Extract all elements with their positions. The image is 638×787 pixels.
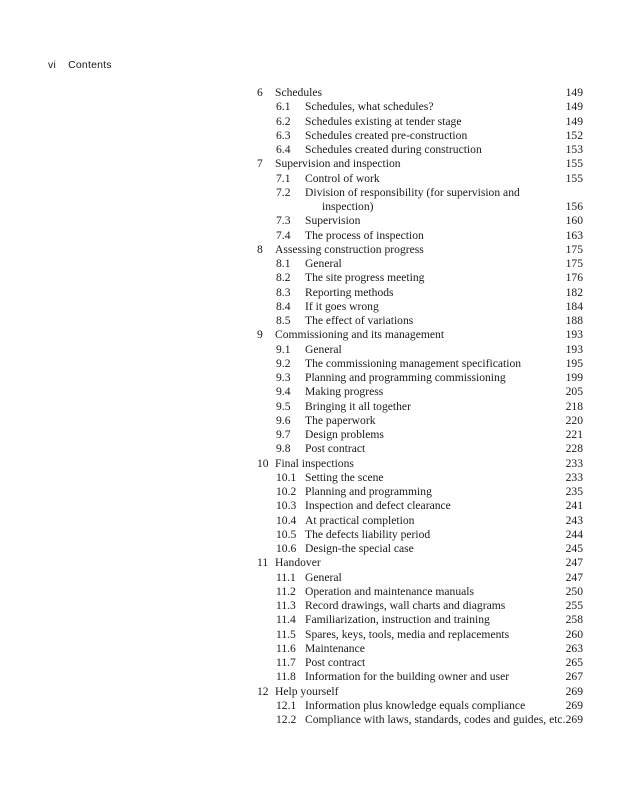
page-ref: 245 — [565, 542, 583, 555]
page-ref: 235 — [565, 485, 583, 498]
page-ref: 263 — [565, 641, 583, 655]
toc-section — [257, 613, 583, 627]
entry-title-text: Schedules — [275, 86, 323, 99]
chapter-title — [275, 556, 321, 570]
toc-chapter — [257, 556, 583, 570]
toc-chapter — [257, 328, 583, 342]
section-number: 11.8 — [276, 670, 296, 684]
entry-title-text: Schedules existing at tender stage — [305, 114, 462, 128]
section-number: 12.1 — [276, 698, 297, 712]
toc-section — [257, 514, 583, 528]
section-title — [305, 172, 380, 186]
toc-section — [257, 371, 583, 385]
page-ref: 258 — [565, 613, 583, 627]
page-ref: 156 — [565, 200, 583, 213]
section-title — [305, 300, 379, 314]
page-ref: 155 — [565, 157, 583, 171]
page-ref: 193 — [565, 328, 583, 342]
section-number: 7.4 — [276, 228, 291, 242]
entry-title-text: Setting the scene — [305, 470, 384, 484]
entry-title-text: Spares, keys, tools, media and replacements — [305, 627, 510, 641]
section-number: 9.2 — [276, 356, 291, 370]
section-number: 9.1 — [276, 342, 291, 356]
page-ref: 149 — [565, 86, 583, 99]
toc-section — [257, 186, 583, 215]
toc-section — [257, 385, 583, 399]
section-number: 8.3 — [276, 285, 291, 299]
section-title — [305, 442, 365, 456]
entry-title-text: Planning and programming — [305, 485, 432, 498]
page-ref: 243 — [565, 513, 583, 527]
section-title — [305, 514, 414, 528]
entry-title-text: The commissioning management specification — [305, 356, 522, 370]
section-title — [305, 528, 430, 542]
toc-section — [257, 499, 583, 513]
page-ref: 175 — [565, 257, 583, 270]
section-number: 10.5 — [276, 527, 297, 541]
section-title — [305, 343, 342, 357]
toc-chapter — [257, 243, 583, 257]
section-title — [305, 357, 521, 371]
toc-section — [257, 585, 583, 599]
chapter-number: 7 — [257, 157, 263, 171]
section-number: 11.2 — [276, 584, 296, 598]
toc-section — [257, 300, 583, 314]
page-ref: 269 — [565, 713, 583, 726]
page-ref: 247 — [565, 556, 583, 570]
section-title — [305, 499, 451, 513]
chapter-number: 6 — [257, 86, 263, 99]
section-number: 9.3 — [276, 371, 291, 384]
section-title — [305, 229, 424, 243]
section-title — [305, 628, 509, 642]
section-number: 9.8 — [276, 442, 291, 456]
section-title — [305, 670, 509, 684]
toc-section — [257, 642, 583, 656]
section-number: 8.2 — [276, 271, 291, 285]
section-number: 9.6 — [276, 413, 291, 427]
section-number: 10.4 — [276, 513, 297, 527]
page-ref: 193 — [565, 342, 583, 356]
toc-section — [257, 414, 583, 428]
page-ref: 220 — [565, 413, 583, 427]
table-of-contents — [257, 86, 583, 727]
entry-title-text: Schedules created during construction — [305, 143, 482, 156]
section-title — [305, 713, 565, 727]
entry-title-text: General — [305, 342, 342, 356]
entry-title-text: Operation and maintenance manuals — [305, 584, 475, 598]
running-head-title: Contents — [68, 59, 112, 71]
entry-title-text: Compliance with laws, standards, codes and guides, etc. — [305, 713, 566, 726]
chapter-title — [275, 243, 424, 257]
toc-section — [257, 115, 583, 129]
page-ref: 182 — [565, 285, 583, 299]
toc-section — [257, 656, 583, 670]
page-ref: 228 — [565, 442, 583, 456]
section-title — [305, 428, 384, 442]
entry-title-text: Division of responsibility (for supervision and — [305, 185, 520, 199]
section-number: 6.2 — [276, 114, 291, 128]
section-title — [305, 129, 467, 143]
page-ref: 155 — [565, 171, 583, 185]
toc-section — [257, 628, 583, 642]
section-title — [305, 100, 433, 114]
entry-title-text: The process of inspection — [305, 228, 424, 242]
page-ref: 247 — [565, 570, 583, 584]
section-number: 7.1 — [276, 171, 291, 185]
toc-section — [257, 442, 583, 456]
page-ref: 195 — [565, 356, 583, 370]
running-head — [48, 59, 112, 71]
page-ref: 265 — [565, 656, 583, 669]
toc-section — [257, 471, 583, 485]
entry-title-text: The defects liability period — [305, 527, 431, 541]
toc-section — [257, 129, 583, 143]
entry-title-text: Final inspections — [275, 456, 354, 470]
page-ref: 153 — [565, 143, 583, 156]
page-ref: 188 — [565, 314, 583, 327]
entry-title-text: Design problems — [305, 428, 384, 441]
entry-title-text: Post contract — [305, 442, 366, 456]
section-title — [305, 542, 414, 556]
section-title — [305, 571, 342, 585]
entry-title-text: Inspection and defect clearance — [305, 499, 451, 513]
section-number: 10.1 — [276, 470, 297, 484]
toc-section — [257, 599, 583, 613]
toc-section — [257, 528, 583, 542]
entry-title-text: Supervision — [305, 214, 361, 228]
entry-title-text: Making progress — [305, 385, 384, 399]
page-ref: 184 — [565, 299, 583, 313]
section-number: 11.1 — [276, 570, 296, 584]
chapter-number: 10 — [257, 456, 269, 470]
section-title — [305, 385, 383, 399]
entry-title-text: Schedules created pre-construction — [305, 128, 468, 142]
chapter-title — [275, 86, 322, 100]
toc-section — [257, 400, 583, 414]
entry-title-text: Commissioning and its management — [275, 328, 445, 342]
chapter-number: 12 — [257, 684, 269, 698]
section-number: 11.7 — [276, 656, 296, 669]
page-ref: 149 — [565, 100, 583, 114]
section-number: 6.3 — [276, 128, 291, 142]
section-title — [305, 257, 342, 271]
toc-section — [257, 713, 583, 727]
page-ref: 152 — [565, 128, 583, 142]
section-number: 9.4 — [276, 385, 291, 399]
toc-section — [257, 357, 583, 371]
entry-title-text: The site progress meeting — [305, 271, 425, 285]
entry-title-text: Design-the special case — [305, 542, 414, 555]
toc-section — [257, 571, 583, 585]
section-title — [305, 371, 506, 385]
page-ref: 175 — [565, 242, 583, 256]
section-number: 9.7 — [276, 428, 291, 441]
page-ref: 218 — [565, 399, 583, 413]
page-ref: 269 — [565, 698, 583, 712]
entry-title-text: Maintenance — [305, 641, 365, 655]
section-title — [305, 414, 376, 428]
section-number: 7.2 — [276, 185, 291, 199]
entry-title-text: The effect of variations — [305, 314, 414, 327]
page-ref: 241 — [565, 499, 583, 513]
entry-title-text: If it goes wrong — [305, 299, 379, 313]
toc-section — [257, 428, 583, 442]
section-title — [305, 656, 365, 670]
section-title — [305, 314, 413, 328]
section-number: 9.5 — [276, 399, 291, 413]
section-number: 10.3 — [276, 499, 297, 513]
section-number: 11.6 — [276, 641, 296, 655]
entry-title-text: Help yourself — [275, 684, 339, 698]
page-ref: 163 — [565, 228, 583, 242]
toc-chapter — [257, 157, 583, 171]
section-number: 11.5 — [276, 627, 296, 641]
section-title — [305, 599, 505, 613]
section-title — [305, 214, 360, 228]
section-number: 10.6 — [276, 542, 297, 555]
section-title — [305, 400, 411, 414]
page-ref: 199 — [565, 371, 583, 384]
entry-title-text: Bringing it all together — [305, 399, 411, 413]
toc-section — [257, 271, 583, 285]
toc-section — [257, 172, 583, 186]
toc-section — [257, 699, 583, 713]
entry-title-text: Record drawings, wall charts and diagrams — [305, 599, 506, 612]
entry-title-text: At practical completion — [305, 513, 415, 527]
toc-section — [257, 214, 583, 228]
section-title — [305, 286, 394, 300]
toc-section — [257, 670, 583, 684]
section-number: 10.2 — [276, 485, 297, 498]
section-number: 6.4 — [276, 143, 291, 156]
entry-title-text: Supervision and inspection — [275, 157, 401, 171]
entry-title-text: Handover — [275, 556, 321, 570]
toc-section — [257, 314, 583, 328]
entry-title-text: Schedules, what schedules? — [305, 100, 434, 114]
entry-title-text: General — [305, 257, 342, 270]
entry-title-text: The paperwork — [305, 413, 376, 427]
toc-section — [257, 343, 583, 357]
page-ref: 160 — [565, 214, 583, 228]
section-title — [305, 186, 520, 215]
toc-section — [257, 542, 583, 556]
toc-section — [257, 257, 583, 271]
section-number: 6.1 — [276, 100, 291, 114]
toc-section — [257, 286, 583, 300]
page-ref: 250 — [565, 584, 583, 598]
chapter-title — [275, 328, 444, 342]
chapter-number: 9 — [257, 328, 263, 342]
toc-section — [257, 485, 583, 499]
page-ref: 233 — [565, 470, 583, 484]
section-number: 7.3 — [276, 214, 291, 228]
page-ref: 221 — [565, 428, 583, 441]
page-number: vi — [48, 59, 56, 71]
section-number: 11.3 — [276, 599, 296, 612]
page-ref: 269 — [565, 684, 583, 698]
chapter-title — [275, 685, 338, 699]
entry-title-text: Assessing construction progress — [275, 242, 424, 256]
section-title — [305, 271, 424, 285]
toc-section — [257, 229, 583, 243]
section-title — [305, 699, 525, 713]
page-ref: 205 — [565, 385, 583, 399]
page-ref: 176 — [565, 271, 583, 285]
page-ref: 149 — [565, 114, 583, 128]
page-ref: 267 — [565, 670, 583, 684]
toc-chapter — [257, 457, 583, 471]
section-title — [305, 642, 365, 656]
page-ref: 244 — [565, 527, 583, 541]
entry-title-text: Control of work — [305, 171, 380, 185]
toc-chapter — [257, 86, 583, 100]
toc-section — [257, 100, 583, 114]
section-title — [305, 585, 474, 599]
entry-title-continuation: inspection) — [322, 200, 374, 213]
entry-title-text: Post contract — [305, 656, 366, 669]
page-ref: 255 — [565, 599, 583, 612]
chapter-title — [275, 157, 401, 171]
page-ref: 260 — [565, 627, 583, 641]
section-title — [305, 143, 482, 157]
entry-title-text: General — [305, 570, 342, 584]
section-title — [305, 471, 384, 485]
entry-title-text: Familiarization, instruction and training — [305, 613, 490, 627]
entry-title-text: Planning and programming commissioning — [305, 371, 506, 384]
section-title — [305, 115, 461, 129]
section-title — [305, 613, 490, 627]
chapter-number: 11 — [257, 556, 269, 570]
entry-title-text: Reporting methods — [305, 285, 394, 299]
entry-title-text: Information for the building owner and user — [305, 670, 510, 684]
section-number: 12.2 — [276, 713, 297, 726]
toc-section — [257, 143, 583, 157]
toc-chapter — [257, 685, 583, 699]
section-number: 8.5 — [276, 314, 291, 327]
page-ref: 233 — [565, 456, 583, 470]
chapter-title — [275, 457, 354, 471]
entry-title-text: Information plus knowledge equals compliance — [305, 698, 526, 712]
section-title — [305, 485, 432, 499]
section-number: 8.4 — [276, 299, 291, 313]
section-number: 8.1 — [276, 257, 291, 270]
chapter-number: 8 — [257, 242, 263, 256]
section-number: 11.4 — [276, 613, 296, 627]
